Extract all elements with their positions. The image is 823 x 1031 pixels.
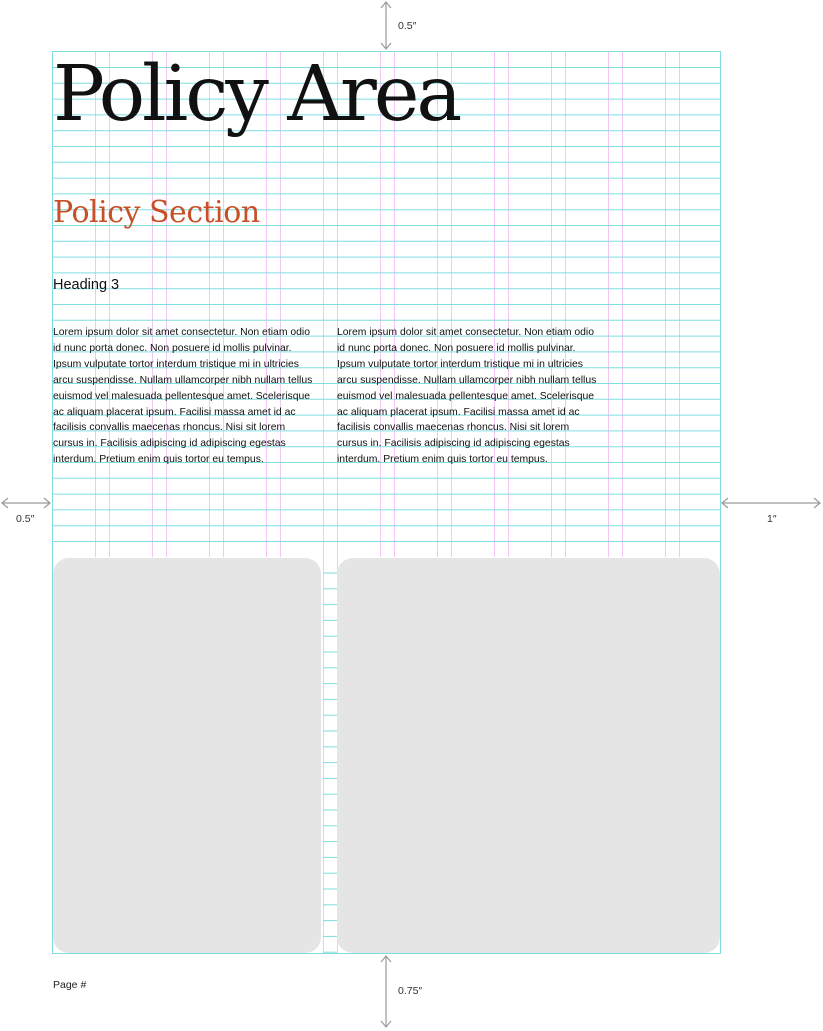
bottom-margin-label: 0.75″ (398, 985, 423, 997)
section-heading: Policy Section (53, 195, 260, 230)
top-margin-label: 0.5″ (398, 20, 417, 32)
body-text-right-column: Lorem ipsum dolor sit amet consectetur. Non etiam odio id nunc porta donec. Non posuere id mollis pulvinar. Ipsum vulputate tortor interdum tristique mi in ultricies arcu suspendisse. Nullam ullamcorper nibh nullam tellus euismod vel malesuada pellentesque amet. Scelerisque ac aliquam placerat ipsum. Facilisi massa amet id ac facilisis convallis maecenas rhoncus. Nisi sit lorem cursus in. Facilisis adipiscing id adipiscing egestas interdum. Pretium enim quis tortor eu tempus. (337, 327, 597, 466)
right-margin-label: 1″ (767, 513, 777, 525)
image-placeholder-right (337, 558, 720, 953)
left-margin-label: 0.5″ (16, 513, 35, 525)
page-title: Policy Area (53, 50, 460, 139)
heading-3: Heading 3 (53, 277, 120, 293)
page-number: Page # (53, 979, 87, 991)
body-text-left-column: Lorem ipsum dolor sit amet consectetur. Non etiam odio id nunc porta donec. Non posuere id mollis pulvinar. Ipsum vulputate tortor interdum tristique mi in ultricies arcu suspendisse. Nullam ullamcorper nibh nullam tellus euismod vel malesuada pellentesque amet. Scelerisque ac aliquam placerat ipsum. Facilisi massa amet id ac facilisis convallis maecenas rhoncus. Nisi sit lorem cursus in. Facilisis adipiscing id adipiscing egestas interdum. Pretium enim quis tortor eu tempus. (53, 327, 313, 466)
image-placeholder-left (53, 558, 321, 953)
